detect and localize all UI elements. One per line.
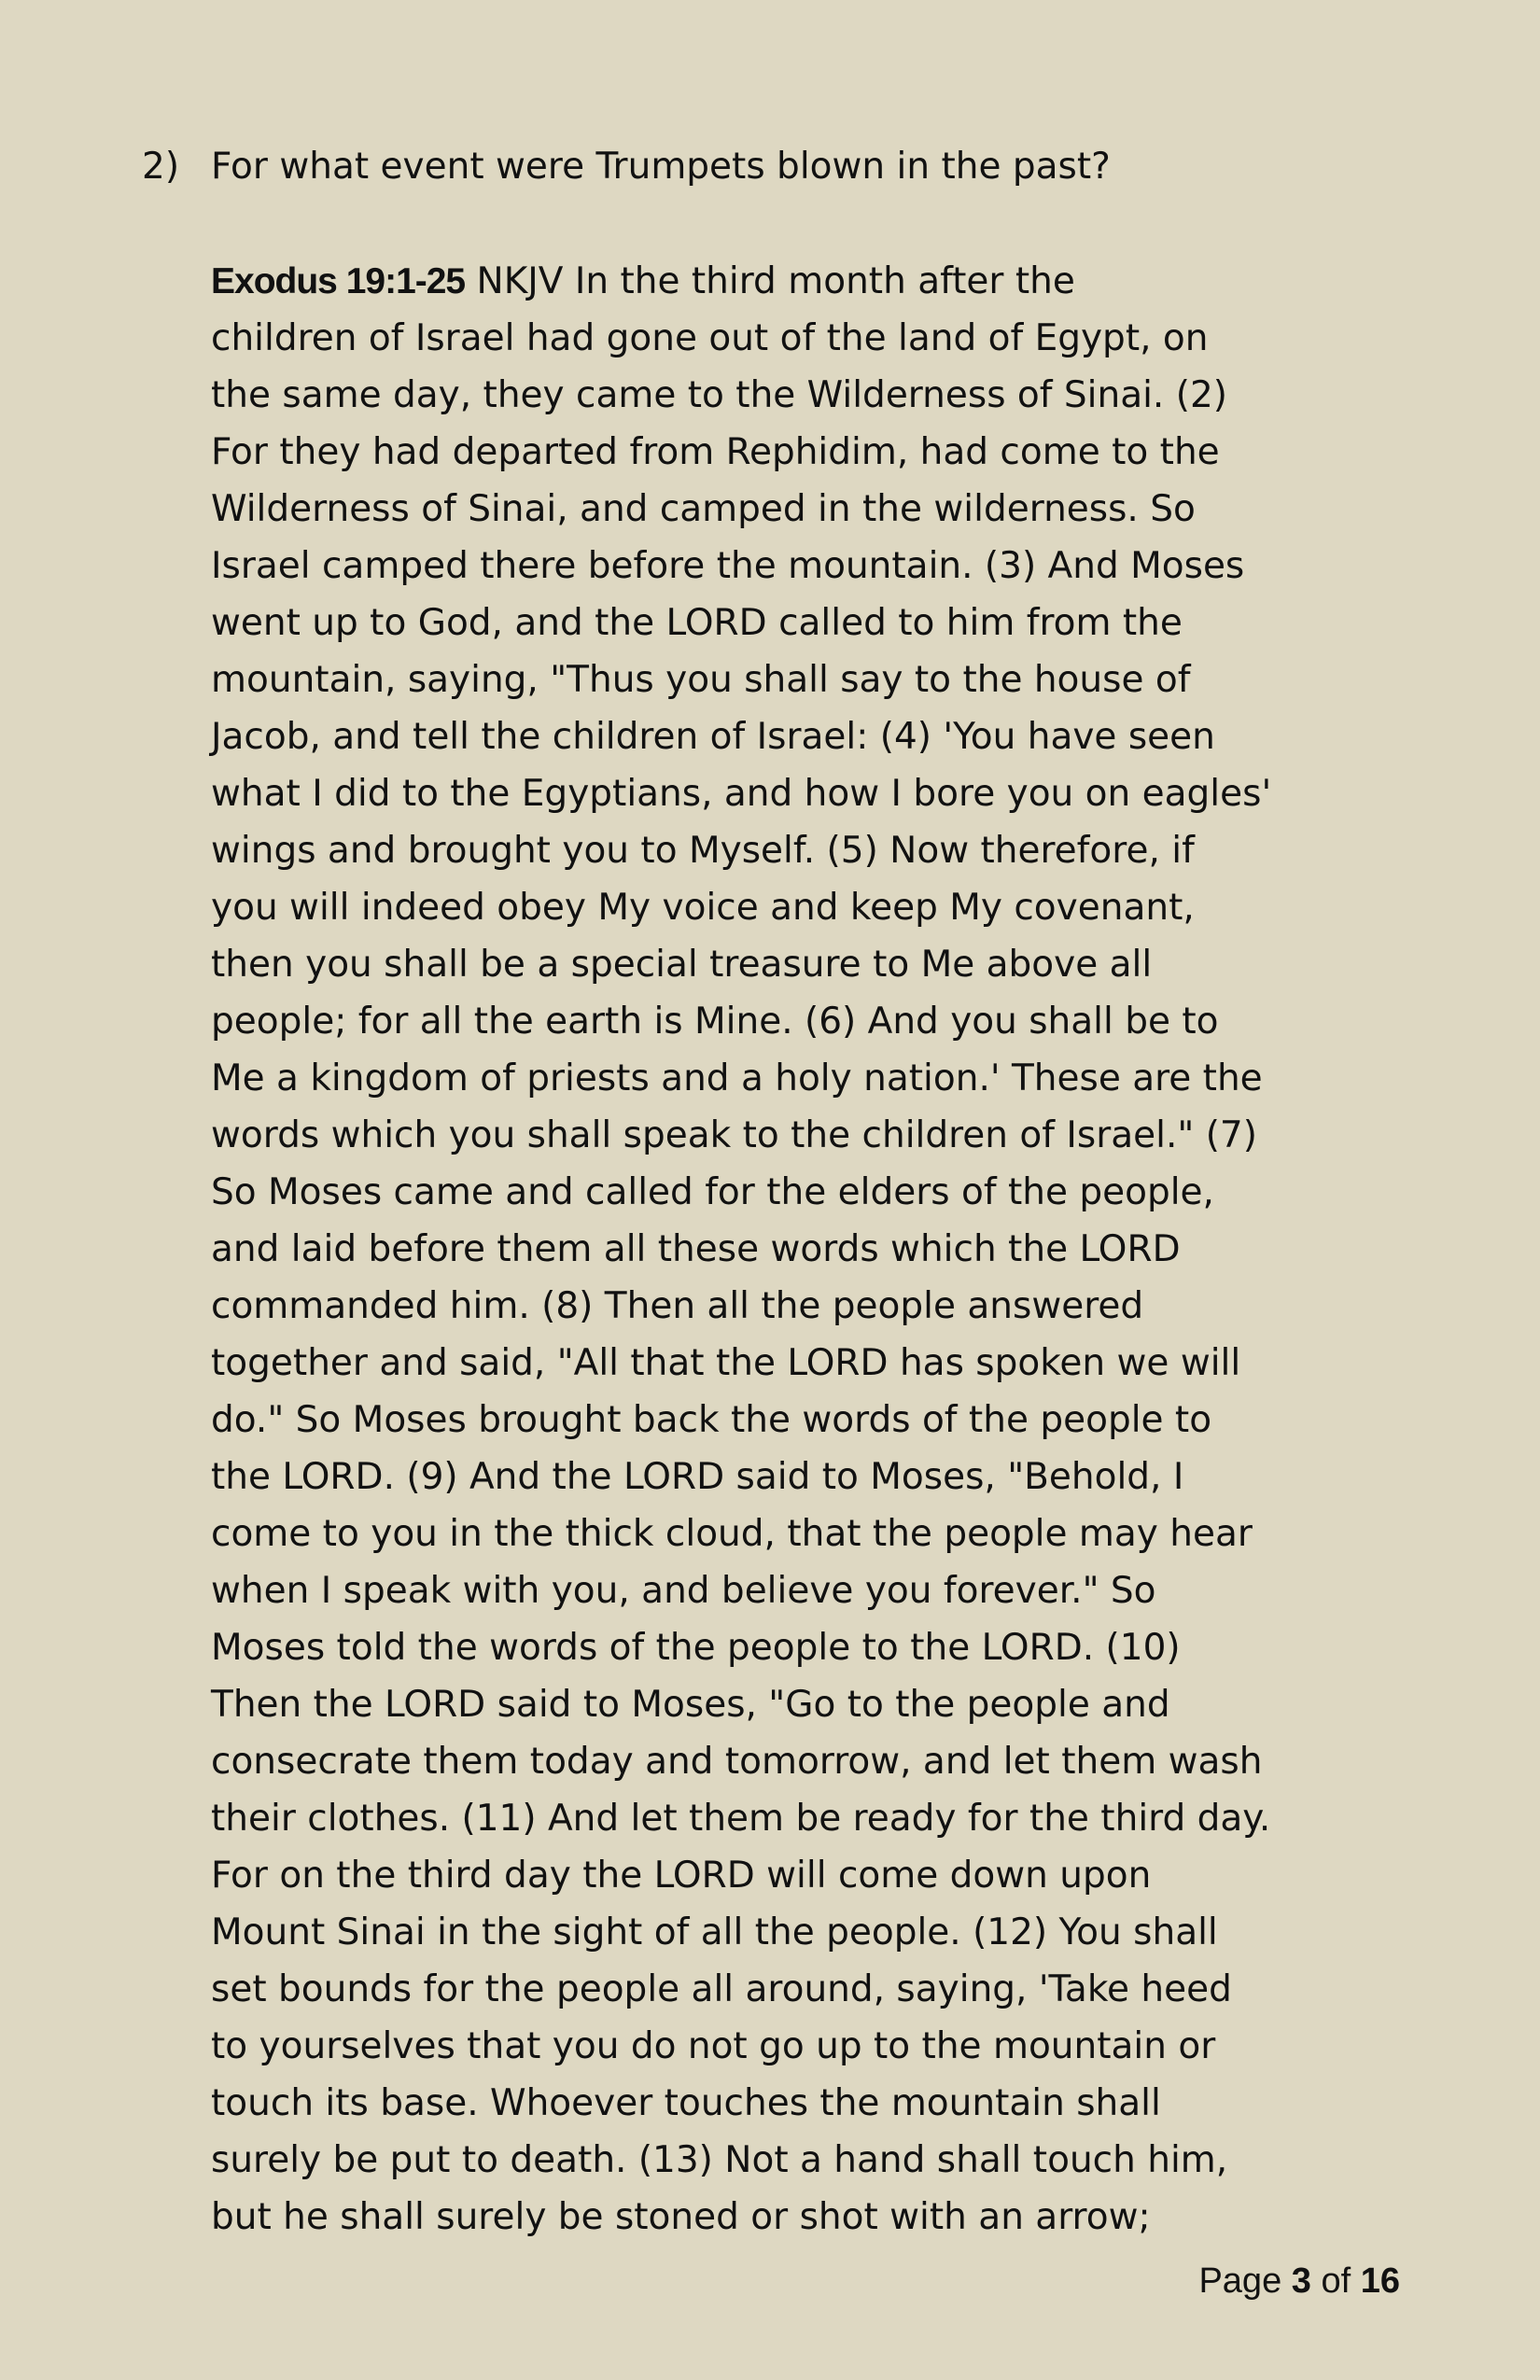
- passage-line: commanded him. (8) Then all the people answered: [211, 1285, 1144, 1327]
- passage-line: surely be put to death. (13) Not a hand shall touch him,: [211, 2139, 1228, 2181]
- passage-line: then you shall be a special treasure to Me above all: [211, 944, 1153, 986]
- total-pages-number: 16: [1360, 2261, 1400, 2301]
- question-number: 2): [142, 146, 180, 188]
- passage-line: touch its base. Whoever touches the mountain shall: [211, 2082, 1161, 2124]
- scripture-passage: [211, 253, 1424, 2246]
- question-text: For what event were Trumpets blown in the past?: [211, 146, 1111, 188]
- passage-line: Wilderness of Sinai, and camped in the wilderness. So: [211, 488, 1196, 530]
- passage-line: together and said, "All that the LORD has spoken we will: [211, 1342, 1241, 1384]
- passage-line: consecrate them today and tomorrow, and let them wash: [211, 1741, 1263, 1783]
- passage-line: For they had departed from Rephidim, had come to the: [211, 431, 1220, 473]
- passage-line: Jacob, and tell the children of Israel: (4) 'You have seen: [211, 716, 1215, 758]
- page-of-label: of: [1310, 2261, 1361, 2301]
- passage-line: when I speak with you, and believe you forever." So: [211, 1570, 1156, 1612]
- passage-line: For on the third day the LORD will come down upon: [211, 1855, 1152, 1897]
- passage-line: and laid before them all these words which the LORD: [211, 1228, 1181, 1270]
- passage-line: you will indeed obey My voice and keep My covenant,: [211, 887, 1195, 929]
- passage-first-line-text: NKJV In the third month after the: [465, 260, 1075, 302]
- passage-line: Israel camped there before the mountain. (3) And Moses: [211, 545, 1245, 587]
- passage-line: what I did to the Egyptians, and how I bore you on eagles': [211, 773, 1272, 815]
- passage-line: children of Israel had gone out of the land of Egypt, on: [211, 317, 1209, 359]
- passage-line: [211, 253, 1424, 310]
- passage-line: set bounds for the people all around, saying, 'Take heed: [211, 1968, 1232, 2010]
- passage-line: their clothes. (11) And let them be ready for the third day.: [211, 1798, 1271, 1840]
- passage-line: to yourselves that you do not go up to the mountain or: [211, 2025, 1216, 2067]
- passage-line: wings and brought you to Myself. (5) Now therefore, if: [211, 830, 1195, 872]
- passage-line: Me a kingdom of priests and a holy nation.' These are the: [211, 1057, 1263, 1099]
- passage-line: Mount Sinai in the sight of all the people. (12) You shall: [211, 1911, 1218, 1953]
- current-page-number: 3: [1291, 2261, 1311, 2301]
- passage-line: the same day, they came to the Wilderness of Sinai. (2): [211, 374, 1227, 416]
- passage-line: do." So Moses brought back the words of the people to: [211, 1399, 1212, 1441]
- passage-line: mountain, saying, "Thus you shall say to the house of: [211, 659, 1191, 701]
- passage-line: the LORD. (9) And the LORD said to Moses, "Behold, I: [211, 1456, 1184, 1498]
- passage-line: come to you in the thick cloud, that the people may hear: [211, 1513, 1253, 1555]
- passage-line: people; for all the earth is Mine. (6) And you shall be to: [211, 1001, 1219, 1043]
- passage-line: Moses told the words of the people to the LORD. (10): [211, 1627, 1181, 1669]
- passage-line: words which you shall speak to the children of Israel." (7): [211, 1114, 1257, 1156]
- passage-line: went up to God, and the LORD called to him from the: [211, 602, 1183, 644]
- passage-line: but he shall surely be stoned or shot with an arrow;: [211, 2196, 1151, 2238]
- passage-line: So Moses came and called for the elders of the people,: [211, 1171, 1214, 1213]
- passage-line: Then the LORD said to Moses, "Go to the people and: [211, 1684, 1170, 1726]
- page-footer: [1198, 2255, 1400, 2307]
- question: [142, 138, 1430, 195]
- page-label: Page: [1198, 2261, 1292, 2301]
- scripture-reference: Exodus 19:1-25: [211, 261, 466, 301]
